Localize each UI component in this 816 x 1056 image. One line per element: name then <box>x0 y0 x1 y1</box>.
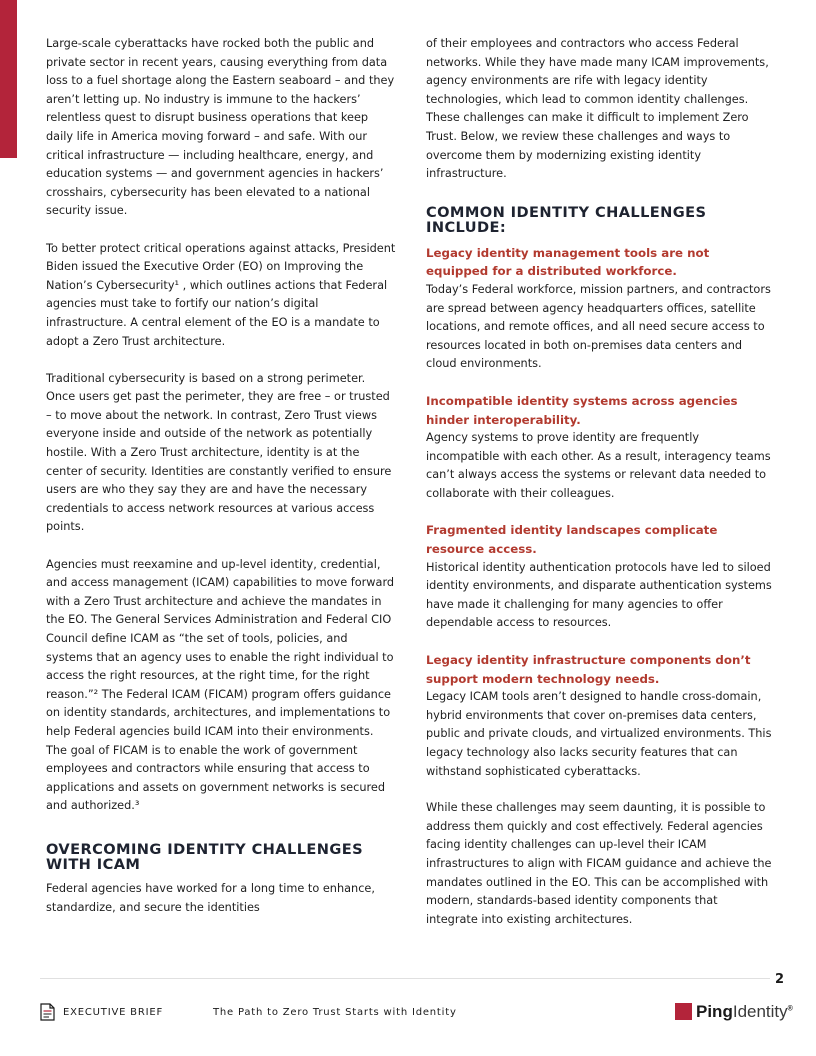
logo-text-bold: Ping <box>696 1002 733 1021</box>
footer-divider <box>40 978 770 979</box>
logo-registered-mark: ® <box>787 1005 793 1013</box>
paragraph: of their employees and contractors who access Federal networks. While they have made many ICAM improvements, agency environments are rife with legacy identity technologies, which lead to common identity challenges. These challenges can make it difficult to implement Zero Trust. Below, we review these challenges and ways to overcome them by modernizing existing identity infrastructure. <box>426 37 769 181</box>
paragraph: Federal agencies have worked for a long time to enhance, standardize, and secure the identities <box>46 881 375 914</box>
challenge-item <box>426 244 772 374</box>
challenge-body: Agency systems to prove identity are frequently incompatible with each other. As a result, interagency teams can’t always access the systems or relevant data needed to collaborate with their colleagues. <box>426 431 771 500</box>
section-heading-challenges: COMMON IDENTITY CHALLENGES INCLUDE: <box>426 203 707 236</box>
right-column <box>426 35 772 929</box>
challenge-item <box>426 392 772 504</box>
accent-bar <box>0 0 17 158</box>
challenge-title: Fragmented identity landscapes complicate resource access. <box>426 523 718 557</box>
challenge-body: Historical identity authentication protocols have led to siloed identity environments, and disparate authentication systems have made it challenging for many agencies to offer dependable access to resources. <box>426 560 772 630</box>
footer-label: EXECUTIVE BRIEF <box>63 1007 164 1018</box>
section-heading-overcoming: OVERCOMING IDENTITY CHALLENGES WITH ICAM <box>46 840 364 873</box>
closing-paragraph: While these challenges may seem daunting, it is possible to address them quickly and cost effectively. Federal agencies facing identity challenges can up-level their ICAM infrastructures to align with FICAM guidance and achieve the mandates outlined in the EO. This can be accomplished with modern, standards-based identity components that integrate into existing architectures. <box>426 801 772 926</box>
paragraph: Agencies must reexamine and up-level identity, credential, and access management (ICAM) capabilities to move forward with a Zero Trust architecture and achieve the mandates in the EO. The General Services Administration and Federal CIO Council define ICAM as “the set of tools, policies, and systems that an agency uses to enable the right individual to access the right resources, at the right time, for the right reason.”² The Federal ICAM (FICAM) program offers guidance on identity standards, architectures, and implementations to help Federal agencies build ICAM into their environments. The goal of FICAM is to enable the work of government employees and contractors while ensuring that access to applications and assets on government networks is secured and authorized.³ <box>46 557 395 813</box>
page-number: 2 <box>775 972 785 987</box>
footer-tagline: The Path to Zero Trust Starts with Identity <box>213 1007 457 1018</box>
challenge-body: Today’s Federal workforce, mission partners, and contractors are spread between agency headquarters offices, satellite locations, and remote offices, and all need secure access to resources located in both on-premises data centers and cloud environments. <box>426 282 771 371</box>
footer <box>40 1000 793 1026</box>
left-column <box>46 35 396 917</box>
logo-text <box>696 1001 793 1023</box>
paragraph: To better protect critical operations against attacks, President Biden issued the Executive Order (EO) on Improving the Nation’s Cybersecurity¹ , which outlines actions that Federal agencies must take to fortify our nation’s digital infrastructure. A central element of the EO is a mandate to adopt a Zero Trust architecture. <box>46 241 396 348</box>
challenge-body: Legacy ICAM tools aren’t designed to handle cross-domain, hybrid environments that cover on-premises data centers, public and private clouds, and virtualized environments. This legacy technology also lacks security features that can withstand sophisticated cyberattacks. <box>426 690 772 778</box>
challenge-title: Legacy identity management tools are not equipped for a distributed workforce. <box>426 245 710 279</box>
challenge-item <box>426 651 772 781</box>
logo-mark-icon <box>675 1003 692 1020</box>
challenge-title: Legacy identity infrastructure components don’t support modern technology needs. <box>426 653 751 686</box>
challenge-title: Incompatible identity systems across agencies hinder interoperability. <box>426 393 738 427</box>
paragraph: Traditional cybersecurity is based on a strong perimeter. Once users get past the perimeter, they are free – or trusted – to move about the network. In contrast, Zero Trust views everyone inside and outside of the network as potentially hostile. With a Zero Trust architecture, identity is at the center of security. Identities are constantly verified to ensure users are who they say they are and have the necessary credentials to access network resources at various access points. <box>46 371 392 534</box>
document-icon <box>40 1003 56 1021</box>
logo-text-thin: Identity <box>732 1002 788 1021</box>
paragraph: Large-scale cyberattacks have rocked both the public and private sector in recent years, causing everything from data loss to a fuel shortage along the Eastern seaboard – and they aren’t letting up. No industry is immune to the hackers’ relentless quest to disrupt business operations that keep daily life in America moving forward – and safe. With our critical infrastructure — including healthcare, energy, and education systems — and government agencies in hackers’ crosshairs, cybersecurity has been elevated to a national security issue. <box>46 37 395 218</box>
challenge-item <box>426 521 772 633</box>
